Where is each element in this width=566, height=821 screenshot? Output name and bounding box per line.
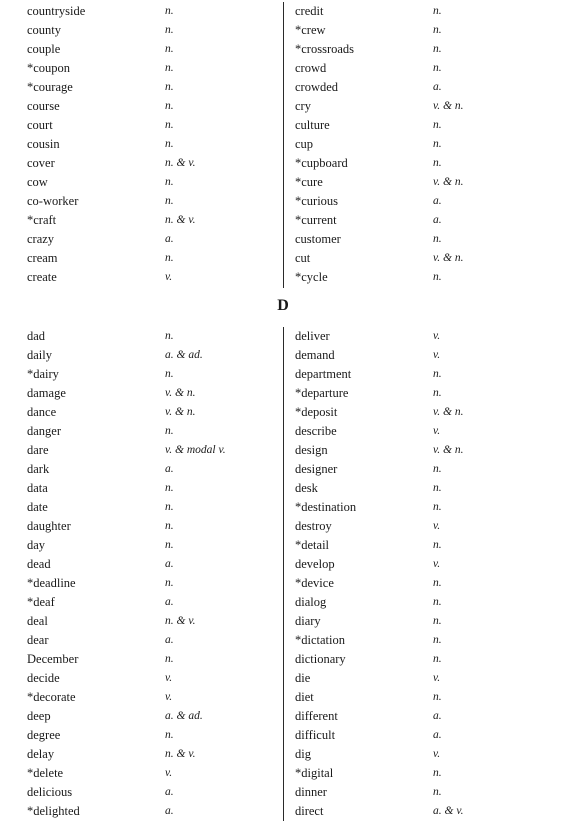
- part-of-speech: n.: [433, 653, 442, 665]
- vocab-word: dialog: [295, 595, 327, 609]
- part-of-speech: n.: [165, 5, 174, 17]
- vocab-word: degree: [27, 728, 61, 742]
- vocab-word: destroy: [295, 519, 332, 533]
- vocab-word: *delete: [27, 766, 64, 780]
- vocab-word: *current: [295, 213, 337, 227]
- vocab-word: cover: [27, 156, 55, 170]
- vocab-word: data: [27, 481, 48, 495]
- vocab-entry: [0, 745, 566, 764]
- vocab-word: deep: [27, 709, 51, 723]
- vocab-word: dad: [27, 329, 46, 343]
- vocab-word: court: [27, 118, 53, 132]
- vocab-entry: [0, 173, 566, 192]
- part-of-speech: a.: [165, 805, 174, 817]
- vocab-entry: [0, 726, 566, 745]
- section-d-block: [0, 327, 566, 821]
- part-of-speech: n.: [165, 43, 174, 55]
- vocab-word: danger: [27, 424, 62, 438]
- part-of-speech: v.: [433, 748, 441, 760]
- part-of-speech: a.: [433, 195, 442, 207]
- part-of-speech: n.: [433, 634, 442, 646]
- vocab-word: difficult: [295, 728, 336, 742]
- part-of-speech: n. & v.: [165, 615, 196, 627]
- part-of-speech: n.: [165, 368, 174, 380]
- vocab-word: designer: [295, 462, 338, 476]
- vocab-word: December: [27, 652, 79, 666]
- part-of-speech: n.: [165, 330, 174, 342]
- part-of-speech: n.: [433, 691, 442, 703]
- vocab-word: decide: [27, 671, 60, 685]
- vocab-word: *digital: [295, 766, 334, 780]
- vocab-word: dinner: [295, 785, 327, 799]
- part-of-speech: a.: [165, 596, 174, 608]
- vocab-word: *coupon: [27, 61, 71, 75]
- part-of-speech: v.: [433, 520, 441, 532]
- part-of-speech: n.: [165, 138, 174, 150]
- part-of-speech: n.: [433, 482, 442, 494]
- part-of-speech: v. & n.: [433, 176, 464, 188]
- part-of-speech: n.: [433, 138, 442, 150]
- vocab-entry: [0, 574, 566, 593]
- part-of-speech: n.: [433, 596, 442, 608]
- part-of-speech: n.: [165, 176, 174, 188]
- vocab-entry: [0, 365, 566, 384]
- section-c-right-column: [0, 2, 566, 287]
- vocab-entry: [0, 154, 566, 173]
- vocab-word: develop: [295, 557, 335, 571]
- vocab-word: direct: [295, 804, 324, 818]
- vocab-word: diary: [295, 614, 321, 628]
- part-of-speech: v.: [433, 349, 441, 361]
- part-of-speech: v. & n.: [433, 100, 464, 112]
- vocab-word: *device: [295, 576, 334, 590]
- vocab-word: couple: [27, 42, 61, 56]
- part-of-speech: n.: [165, 653, 174, 665]
- vocab-word: *decorate: [27, 690, 76, 704]
- vocab-entry: [0, 2, 566, 21]
- vocab-word: day: [27, 538, 46, 552]
- vocab-word: *destination: [295, 500, 357, 514]
- vocab-word: dare: [27, 443, 49, 457]
- vocab-word: dig: [295, 747, 311, 761]
- vocab-word: culture: [295, 118, 330, 132]
- section-heading-d: D: [277, 297, 289, 314]
- part-of-speech: v.: [165, 672, 173, 684]
- vocab-word: *detail: [295, 538, 330, 552]
- part-of-speech: n.: [433, 615, 442, 627]
- vocab-entry: [0, 59, 566, 78]
- vocab-entry: [0, 268, 566, 287]
- part-of-speech: a.: [165, 634, 174, 646]
- vocab-entry: [0, 650, 566, 669]
- vocab-word: cream: [27, 251, 58, 265]
- part-of-speech: a.: [165, 786, 174, 798]
- vocab-entry: [0, 783, 566, 802]
- part-of-speech: n.: [433, 539, 442, 551]
- vocab-word: daughter: [27, 519, 71, 533]
- vocab-word: damage: [27, 386, 66, 400]
- part-of-speech: n.: [433, 577, 442, 589]
- vocab-entry: [0, 346, 566, 365]
- part-of-speech: v. & n.: [165, 406, 196, 418]
- part-of-speech: n.: [165, 501, 174, 513]
- part-of-speech: n. & v.: [165, 214, 196, 226]
- vocab-word: crazy: [27, 232, 55, 246]
- vocab-entry: [0, 40, 566, 59]
- vocab-word: *cupboard: [295, 156, 348, 170]
- vocab-entry: [0, 593, 566, 612]
- vocab-entry: [0, 384, 566, 403]
- part-of-speech: n.: [433, 233, 442, 245]
- part-of-speech: n.: [433, 24, 442, 36]
- vocab-word: *deadline: [27, 576, 76, 590]
- part-of-speech: n.: [433, 271, 442, 283]
- vocab-word: desk: [295, 481, 318, 495]
- vocab-word: cry: [295, 99, 311, 113]
- vocab-word: crowd: [295, 61, 327, 75]
- vocab-word: daily: [27, 348, 52, 362]
- part-of-speech: n.: [165, 425, 174, 437]
- part-of-speech: v.: [433, 672, 441, 684]
- vocab-word: demand: [295, 348, 335, 362]
- vocab-word: *departure: [295, 386, 349, 400]
- vocab-word: *cure: [295, 175, 323, 189]
- vocab-entry: [0, 135, 566, 154]
- vocab-word: delicious: [27, 785, 73, 799]
- vocab-word: *dairy: [27, 367, 59, 381]
- part-of-speech: v.: [433, 425, 441, 437]
- vocab-word: course: [27, 99, 60, 113]
- vocab-word: dark: [27, 462, 50, 476]
- vocab-word: create: [27, 270, 57, 284]
- part-of-speech: n.: [433, 62, 442, 74]
- vocab-entry: [0, 688, 566, 707]
- vocab-word: *craft: [27, 213, 57, 227]
- vocab-entry: [0, 327, 566, 346]
- vocab-word: dead: [27, 557, 51, 571]
- part-of-speech: a.: [165, 558, 174, 570]
- vocab-word: delay: [27, 747, 55, 761]
- vocab-word: dance: [27, 405, 57, 419]
- part-of-speech: a.: [433, 729, 442, 741]
- vocab-word: dictionary: [295, 652, 346, 666]
- vocab-word: different: [295, 709, 338, 723]
- vocab-word: *courage: [27, 80, 73, 94]
- vocab-word: *cycle: [295, 270, 328, 284]
- section-c-block: [0, 2, 566, 288]
- part-of-speech: v. & n.: [433, 444, 464, 456]
- vocab-word: deal: [27, 614, 48, 628]
- vocab-word: design: [295, 443, 328, 457]
- part-of-speech: n. & v.: [165, 157, 196, 169]
- part-of-speech: n.: [433, 119, 442, 131]
- vocab-entry: [0, 517, 566, 536]
- vocab-entry: [0, 460, 566, 479]
- part-of-speech: n.: [165, 539, 174, 551]
- part-of-speech: n.: [433, 5, 442, 17]
- part-of-speech: a. & v.: [433, 805, 464, 817]
- part-of-speech: n. & v.: [165, 748, 196, 760]
- vocab-word: crowded: [295, 80, 339, 94]
- part-of-speech: v.: [433, 558, 441, 570]
- part-of-speech: v.: [433, 330, 441, 342]
- vocab-word: *crew: [295, 23, 326, 37]
- vocab-entry: [0, 422, 566, 441]
- part-of-speech: v. & n.: [165, 387, 196, 399]
- vocab-entry: [0, 669, 566, 688]
- vocab-word: describe: [295, 424, 337, 438]
- vocab-word: die: [295, 671, 311, 685]
- part-of-speech: n.: [433, 43, 442, 55]
- part-of-speech: a.: [433, 710, 442, 722]
- section-d-right-column: [0, 327, 566, 821]
- vocab-word: county: [27, 23, 62, 37]
- part-of-speech: n.: [165, 729, 174, 741]
- part-of-speech: n.: [433, 387, 442, 399]
- vocab-word: department: [295, 367, 352, 381]
- vocab-entry: [0, 555, 566, 574]
- vocab-word: dear: [27, 633, 49, 647]
- vocab-word: *dictation: [295, 633, 345, 647]
- vocab-entry: [0, 498, 566, 517]
- vocab-word: customer: [295, 232, 341, 246]
- part-of-speech: v. & n.: [433, 406, 464, 418]
- part-of-speech: n.: [165, 119, 174, 131]
- vocab-entry: [0, 441, 566, 460]
- part-of-speech: n.: [165, 81, 174, 93]
- vocab-word: co-worker: [27, 194, 79, 208]
- vocab-word: cut: [295, 251, 311, 265]
- part-of-speech: n.: [433, 463, 442, 475]
- vocab-entry: [0, 97, 566, 116]
- vocab-entry: [0, 192, 566, 211]
- part-of-speech: v.: [165, 767, 173, 779]
- vocab-word: *deposit: [295, 405, 338, 419]
- part-of-speech: n.: [165, 195, 174, 207]
- part-of-speech: v.: [165, 271, 173, 283]
- vocab-entry: [0, 764, 566, 783]
- vocab-entry: [0, 479, 566, 498]
- vocab-entry: [0, 211, 566, 230]
- part-of-speech: n.: [433, 786, 442, 798]
- vocab-word: credit: [295, 4, 324, 18]
- part-of-speech: n.: [165, 24, 174, 36]
- vocab-word: *delighted: [27, 804, 80, 818]
- vocab-entry: [0, 230, 566, 249]
- vocab-word: diet: [295, 690, 314, 704]
- part-of-speech: a. & ad.: [165, 710, 203, 722]
- vocab-entry: [0, 78, 566, 97]
- vocab-word: cup: [295, 137, 314, 151]
- part-of-speech: n.: [165, 62, 174, 74]
- part-of-speech: a.: [433, 214, 442, 226]
- part-of-speech: a.: [165, 233, 174, 245]
- part-of-speech: n.: [433, 767, 442, 779]
- vocab-entry: [0, 631, 566, 650]
- part-of-speech: n.: [433, 157, 442, 169]
- vocab-word: deliver: [295, 329, 330, 343]
- part-of-speech: v. & modal v.: [165, 444, 226, 456]
- vocab-entry: [0, 536, 566, 555]
- vocab-word: *crossroads: [295, 42, 355, 56]
- part-of-speech: a.: [433, 81, 442, 93]
- part-of-speech: n.: [165, 252, 174, 264]
- part-of-speech: n.: [433, 368, 442, 380]
- vocab-entry: [0, 21, 566, 40]
- vocab-entry: [0, 707, 566, 726]
- vocab-word: *curious: [295, 194, 339, 208]
- part-of-speech: a.: [165, 463, 174, 475]
- vocab-entry: [0, 116, 566, 135]
- part-of-speech: n.: [165, 100, 174, 112]
- vocab-entry: [0, 802, 566, 821]
- vocab-entry: [0, 403, 566, 422]
- part-of-speech: n.: [433, 501, 442, 513]
- part-of-speech: n.: [165, 482, 174, 494]
- part-of-speech: v. & n.: [433, 252, 464, 264]
- vocab-word: countryside: [27, 4, 86, 18]
- part-of-speech: n.: [165, 577, 174, 589]
- vocab-entry: [0, 249, 566, 268]
- part-of-speech: a. & ad.: [165, 349, 203, 361]
- part-of-speech: n.: [165, 520, 174, 532]
- vocab-word: cow: [27, 175, 48, 189]
- vocab-word: cousin: [27, 137, 60, 151]
- part-of-speech: v.: [165, 691, 173, 703]
- vocab-entry: [0, 612, 566, 631]
- vocab-word: date: [27, 500, 48, 514]
- vocab-word: *deaf: [27, 595, 55, 609]
